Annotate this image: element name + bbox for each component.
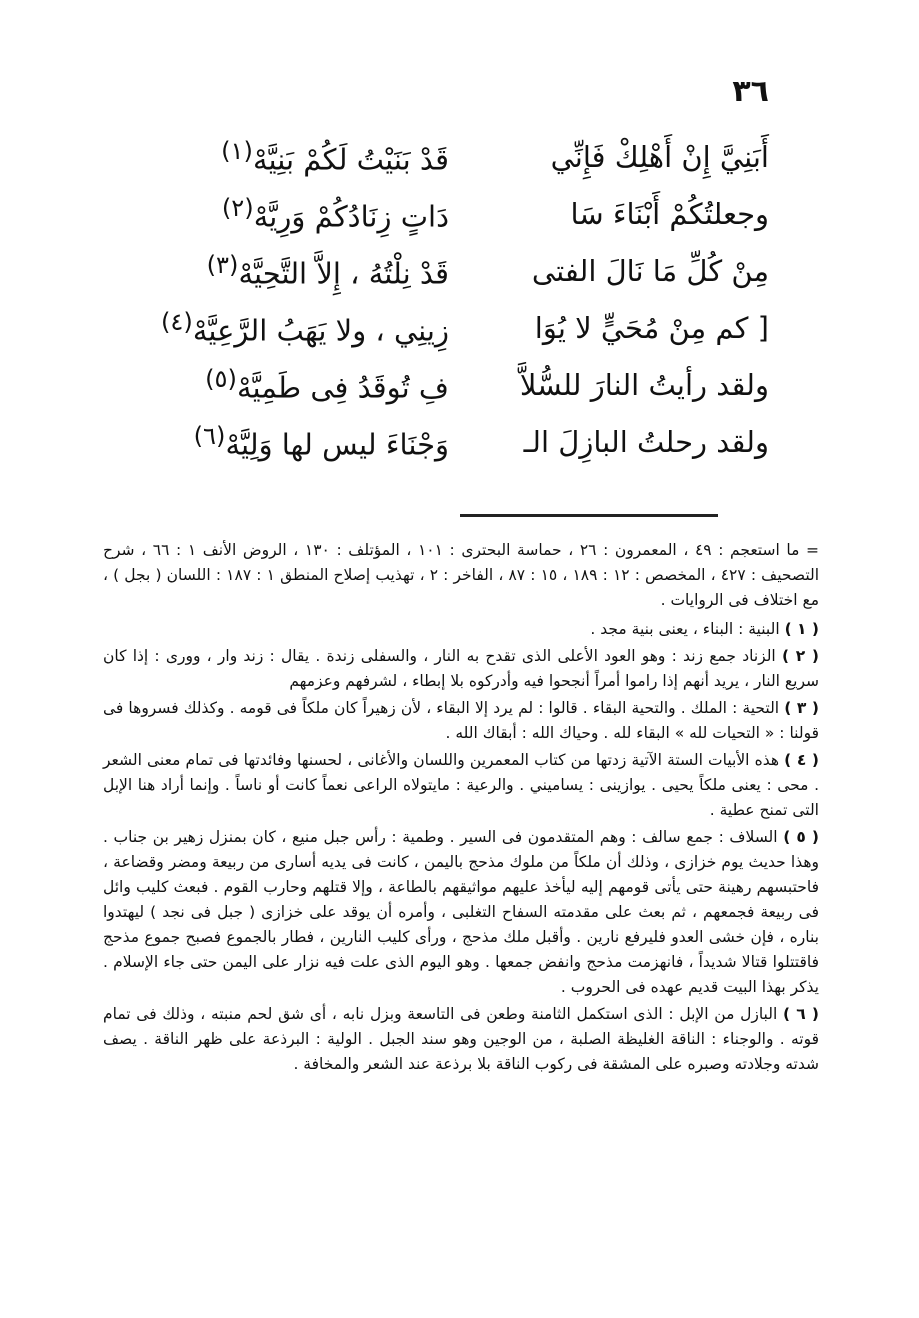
footnote-sources: = ما استعجم : ٤٩ ، المعمرون : ٢٦ ، حماسة البحترى : ١٠١ ، المؤتلف : ١٣٠ ، الروض الأنف ١ : ٦٦ ، شرح التصحيف : ٤٢٧ ، المخصص : ١٢ : ١٨٩ ، ١٥ : ٨٧ ، الفاخر : ٢ ، تهذيب إصلاح المنطق ١ : ١٨٧ : اللسان ( بجل ) ، مع اختلاف فى الروايات . (103, 541, 820, 609)
verse-4-first-hemistich: [ كم مِنْ مُحَيٍّ لا يُوَا (534, 310, 769, 345)
footnote-3-text: التحية : الملك . والتحية البقاء . قالوا : لم يرد إلا البقاء ، لأن زهيراً كان ملكاً فى قومه . وكذلك فسروها فى قولنا : « التحيات لله » البقاء لله . وحياك الله : أبقاك الله . (103, 699, 819, 742)
poem (149, 128, 769, 470)
verse-5-second-hemistich: فِ تُوقَدُ فِى طَمِيَّهْ$^{(٥)}$ (205, 364, 449, 405)
verse-1 (149, 128, 769, 185)
verse-6-second-hemistich: وَجْنَاءَ ليس لها وَلِيَّهْ$^{(٦)}$ (193, 421, 449, 462)
footnote-4-text: هذه الأبيات الستة الآتية زدتها من كتاب المعمرين واللسان والأغانى ، لحسنها وفائدتها فى تمام معنى الشعر . محى : يعنى ملكاً يحيى . يوازينى : يساميني . والرعية : مايتولاه الراعى نعماً كانت أو ناساً . وإنما أراد هنا الإبل التى تمنح عطية . (103, 751, 819, 819)
footnote-5-label: ( ٥ ) (783, 828, 820, 846)
verse-5 (149, 356, 769, 413)
verse-6-first-hemistich: ولقد رحلتُ البازِلَ الـ (523, 424, 769, 459)
verse-2-second-hemistich: دَاتٍ زِنَادُكُمْ وَرِيَّهْ$^{(٢)}$ (221, 193, 449, 234)
footnote-5-text: السلاف : جمع سالف : وهم المتقدمون فى السير . وطمية : رأس جبل منيع ، كان بمنزل زهير بن جناب . وهذا حديث يوم خزازى ، وذلك أن ملكاً من ملوك مذحج باليمن ، كانت فى يديه أسارى من ربيعة ومضر وقضاعة ، فاحتبسهم رهينة حتى يأتى قومهم إليه ليأخذ عليهم مواثيقهم بالطاعة ، وإلا قتلهم وحارب القوم . فبعث كليب وائل فى ربيعة فجمعهم ، ثم بعث على مقدمته السفاح التغلبى ، وأمره أن يوقد على خزازى ( جبل فى نجد ) ليهتدوا بناره ، فإن خشى العدو فليرفع نارين . وأقبل ملك مذحج ، ورأى كليب النارين ، فطار بالجموع فصبح جموع مذحج فاقتتلوا قتالا شديداً ، فانهزمت مذحج وانفض جمعها . وهو اليوم الذى علت فيه نزار على اليمن حتى جاء الإسلام . يذكر بهذا البيت قديم عهده فى الحروب . (103, 828, 819, 996)
verse-3-second-hemistich: قَدْ نِلْتُهُ ، إِلاَّ التَّحِيَّهْ$^{(٣)}$ (206, 250, 449, 291)
footnote-divider (460, 514, 718, 517)
verse-6 (149, 413, 769, 470)
page-number: ٣٦ (732, 74, 769, 109)
footnote-ref-5: (٥) (205, 364, 237, 393)
footnote-2-label: ( ٢ ) (781, 647, 819, 665)
footnote-ref-6: (٦) (193, 421, 226, 450)
footnote-1 (103, 617, 819, 642)
verse-2 (149, 185, 769, 242)
footnote-ref-1: (١) (221, 136, 253, 165)
footnote-2 (103, 644, 819, 694)
verse-4-second-hemistich: زِينِي ، ولا يَهَبُ الرَّعِيَّهْ$^{(٤)}$ (160, 307, 449, 348)
footnote-1-label: ( ١ ) (784, 620, 819, 638)
footnotes (103, 538, 819, 1079)
footnote-4-label: ( ٤ ) (784, 751, 820, 769)
footnote-ref-3: (٣) (206, 250, 239, 279)
footnote-ref-2: (٢) (221, 193, 254, 222)
footnote-4 (103, 748, 819, 823)
footnote-6-text: البازل من الإبل : الذى استكمل الثامنة وطعن فى التاسعة وبزل نابه ، أى شق لحم منبته ، وذلك فى تمام قوته . والوجناء : الناقة الغليظة الصلبة ، من الوجين وهو سند الجبل . الولية : البرذعة على ظهر الناقة . يصف شدته وجلادته وصبره على المشقة فى ركوب الناقة بلا برذعة عند الشعر والمخافة . (103, 1005, 819, 1073)
footnote-3 (103, 696, 819, 746)
footnote-6 (103, 1002, 819, 1077)
verse-1-first-hemistich: أَبَنِيَّ إِنْ أَهْلِكْ فَإِنِّي (550, 139, 769, 174)
footnote-1-text: البنية : البناء ، يعنى بنية مجد . (590, 620, 780, 638)
verse-1-second-hemistich: قَدْ بَنَيْتُ لَكُمْ بَنِيَّهْ$^{(١)}$ (221, 136, 449, 177)
footnote-2-text: الزناد جمع زند : وهو العود الأعلى الذى تقدح به النار ، والسفلى زندة . يقال : زند وار ، وورى : إذا كان سريع النار ، يريد أنهم إذا راموا أمراً أنجحوا فيه وأدركوه بلا إبطاء ، لشرفهم وعزمهم (103, 647, 819, 690)
verse-2-first-hemistich: وجعلتُكُمْ أَبْنَاءَ سَا (570, 196, 769, 231)
verse-4 (149, 299, 769, 356)
verse-3-first-hemistich: مِنْ كُلِّ مَا نَالَ الفتى (531, 253, 769, 288)
footnote-3-label: ( ٣ ) (784, 699, 819, 717)
footnote-ref-4: (٤) (160, 307, 193, 336)
footnote-6-label: ( ٦ ) (782, 1005, 820, 1023)
verse-3 (149, 242, 769, 299)
footnote-5 (103, 825, 819, 1000)
verse-5-first-hemistich: ولقد رأيتُ النارَ للسُّلاَّ (519, 367, 769, 402)
